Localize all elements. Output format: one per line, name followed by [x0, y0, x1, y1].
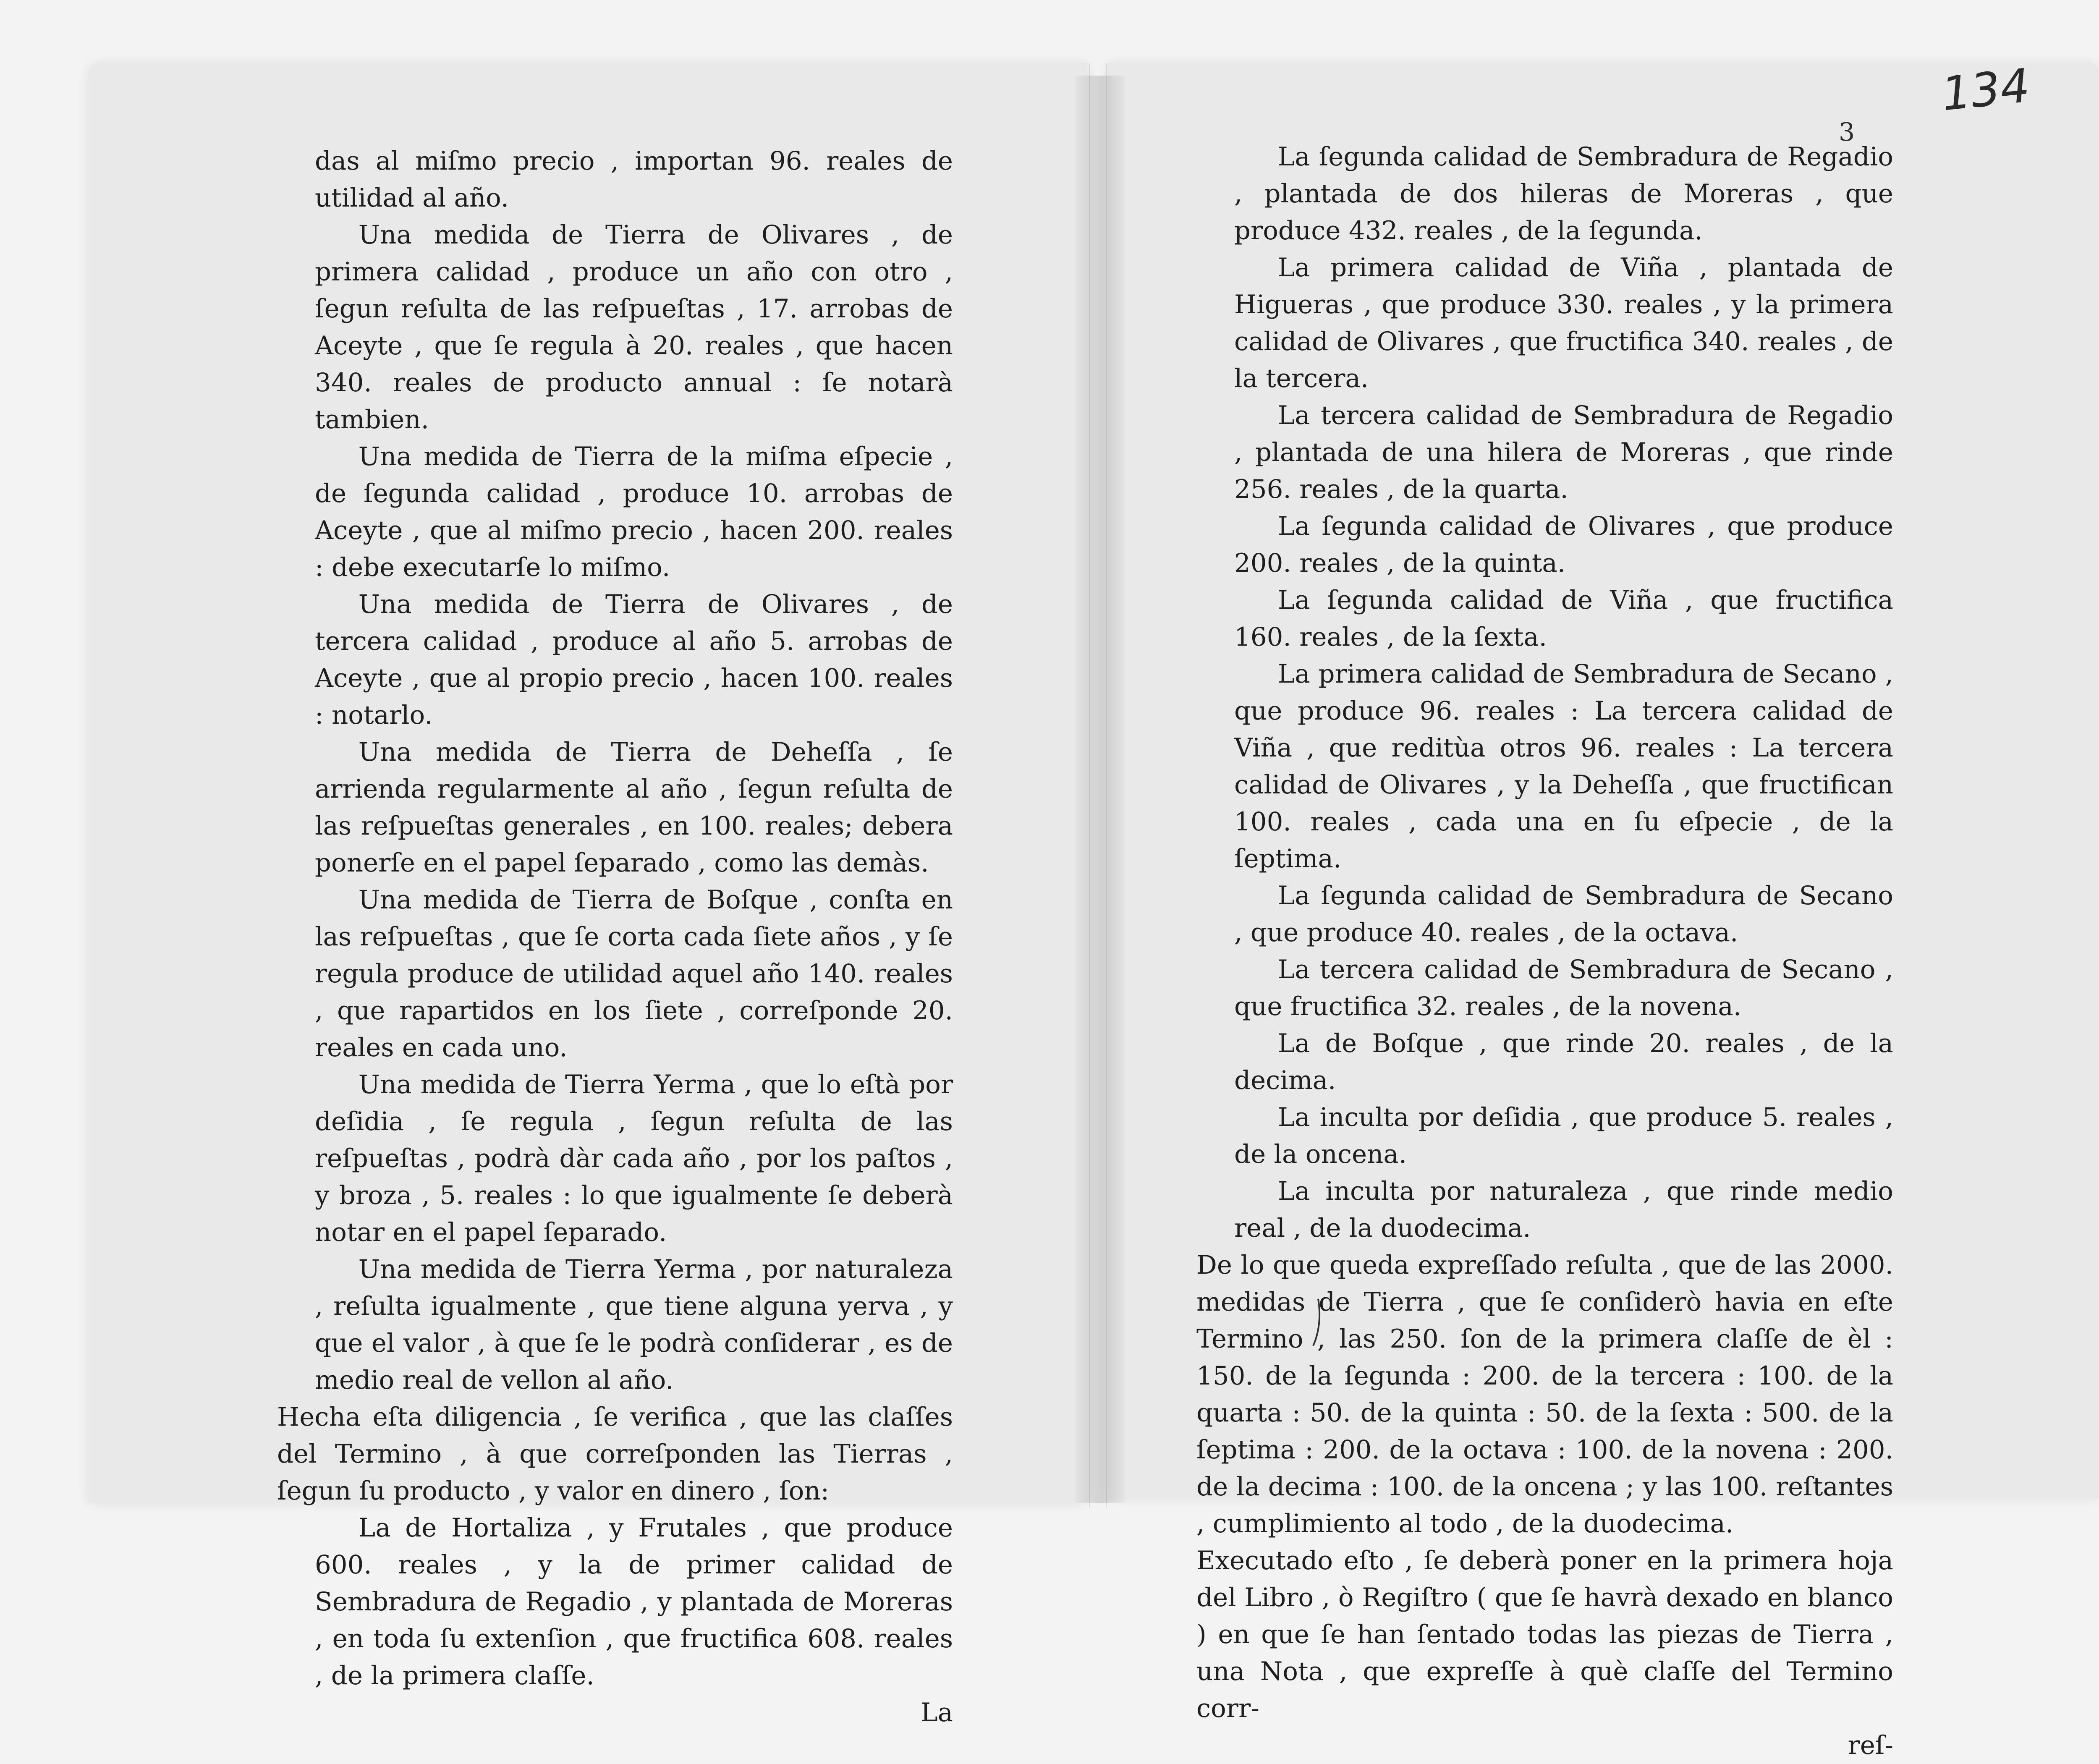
paragraph: Una medida de Tierra Yerma , que lo eſtà por deſidia , ſe regula , ſegun reſulta de las reſpueſtas , podrà dàr cada año , por los paſtos , y broza , 5. reales : lo que igualmente ſe deberà notar en el papel ſeparado.: [315, 1070, 953, 1247]
paragraph: Una medida de Tierra de Boſque , conſta en las reſpueſtas , que ſe corta cada ſiete años , y ſe regula produce de utilidad aquel año 140. reales , que rapartidos en los ſiete , correſponde 20. reales en cada uno.: [315, 885, 953, 1063]
paragraph: La tercera calidad de Sembradura de Secano , que fructifica 32. reales , de la novena.: [1234, 955, 1893, 1021]
paragraph: La ſegunda calidad de Olivares , que produce 200. reales , de la quinta.: [1234, 511, 1893, 578]
paragraph: La tercera calidad de Sembradura de Regadio , plantada de una hilera de Moreras , que rinde 256. reales , de la quarta.: [1234, 400, 1893, 504]
paragraph: La inculta por deſidia , que produce 5. reales , de la oncena.: [1234, 1102, 1893, 1169]
paragraph: La primera calidad de Viña , plantada de Higueras , que produce 330. reales , y la primera calidad de Olivares , que fructifica 340. reales , de la tercera.: [1234, 253, 1893, 393]
paragraph: Executado eſto , ſe deberà poner en la primera hoja del Libro , ò Regiſtro ( que ſe havrà dexado en blanco ) en que ſe han ſentado todas las piezas de Tierra , una Nota , que expreſſe à què claſſe del Termino corr-: [1196, 1546, 1893, 1723]
left-page-text: [277, 143, 953, 1731]
page-number: 3: [1839, 118, 1855, 147]
right-page-text: [1196, 139, 1893, 1764]
paragraph: Una medida de Tierra de Olivares , de tercera calidad , produce al año 5. arrobas de Aceyte , que al propio precio , hacen 100. reales : notarlo.: [315, 589, 953, 730]
book-spine-shadow: [1075, 76, 1125, 1503]
paragraph: Una medida de Tierra de la miſma eſpecie , de ſegunda calidad , produce 10. arrobas de Aceyte , que al miſmo precio , hacen 200. reales : debe executarſe lo miſmo.: [315, 442, 953, 582]
ink-mark: [1310, 1297, 1322, 1348]
paragraph: La ſegunda calidad de Sembradura de Secano , que produce 40. reales , de la octava.: [1234, 881, 1893, 947]
paragraph: La primera calidad de Sembradura de Secano , que produce 96. reales : La tercera calidad de Viña , que reditùa otros 96. reales : La tercera calidad de Olivares , y la Deheſſa , que fructifican 100. reales , cada una en ſu eſpecie , de la ſeptima.: [1234, 659, 1893, 874]
paragraph: La de Hortaliza , y Frutales , que produce 600. reales , y la de primer calidad de Sembradura de Regadio , y plantada de Moreras , en toda ſu extenſion , que fructifica 608. reales , de la primera claſſe.: [315, 1513, 953, 1691]
paragraph: La inculta por naturaleza , que rinde medio real , de la duodecima.: [1234, 1176, 1893, 1243]
paragraph: Una medida de Tierra de Deheſſa , ſe arrienda regularmente al año , ſegun reſulta de las reſpueſtas generales , en 100. reales; debera ponerſe en el papel ſeparado , como las demàs.: [315, 737, 953, 878]
handwritten-folio-number: 134: [1939, 58, 2033, 121]
paragraph: La ſegunda calidad de Sembradura de Regadio , plantada de dos hileras de Moreras , que produce 432. reales , de la ſegunda.: [1234, 142, 1893, 246]
paragraph: La ſegunda calidad de Viña , que fructifica 160. reales , de la ſexta.: [1234, 585, 1893, 652]
paragraph: Hecha eſta diligencia , ſe verifica , que las claſſes del Termino , à que correſponden las Tierras , ſegun ſu producto , y valor en dinero , ſon:: [277, 1402, 953, 1506]
paragraph: Una medida de Tierra Yerma , por naturaleza , reſulta igualmente , que tiene alguna yerva , y que el valor , à que ſe le podrà conſiderar , es de medio real de vellon al año.: [315, 1254, 953, 1395]
paragraph: De lo que queda expreſſado reſulta , que de las 2000. medidas de Tierra , que ſe conſiderò havia en eſte Termino , las 250. ſon de la primera claſſe de èl : 150. de la ſegunda : 200. de la tercera : 100. de la quarta : 50. de la quinta : 50. de la ſexta : 500. de la ſeptima : 200. de la octava : 100. de la novena : 200. de la decima : 100. de la oncena ; y las 100. reſtantes , cumplimiento al todo , de la duodecima.: [1196, 1250, 1893, 1539]
paragraph: das al miſmo precio , importan 96. reales de utilidad al año.: [315, 146, 953, 213]
catchword: La: [921, 1698, 953, 1727]
paragraph: La de Boſque , que rinde 20. reales , de la decima.: [1234, 1029, 1893, 1095]
paragraph: Una medida de Tierra de Olivares , de primera calidad , produce un año con otro , ſegun reſulta de las reſpueſtas , 17. arrobas de Aceyte , que ſe regula à 20. reales , que hacen 340. reales de producto annual : ſe notarà tambien.: [315, 220, 953, 434]
catchword: reſ-: [1848, 1730, 1893, 1760]
